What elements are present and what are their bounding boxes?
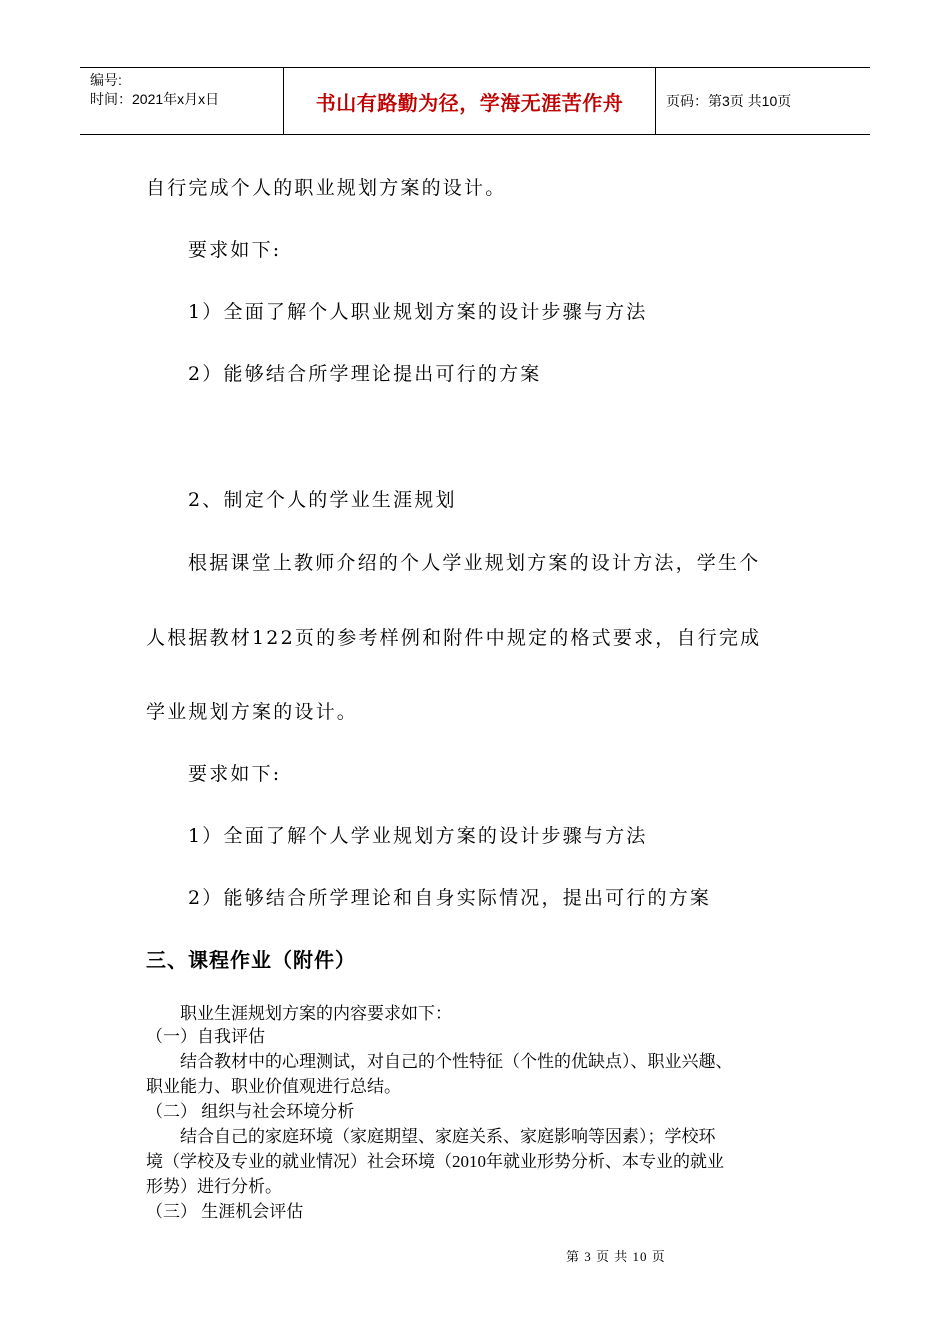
environment-analysis-text-3: 形势）进行分析。 xyxy=(146,1177,282,1196)
requirements-label-2: 要求如下: xyxy=(188,763,282,785)
page-footer: 第 3 页 共 10 页 xyxy=(566,1249,666,1264)
requirement-item-1: 1）全面了解个人职业规划方案的设计步骤与方法 xyxy=(188,301,648,323)
document-date-label: 时间：2021年x月x日 xyxy=(90,91,220,107)
subsection-self-assessment: （一）自我评估 xyxy=(146,1027,265,1046)
header-motto: 书山有路勤为径，学海无涯苦作舟 xyxy=(283,68,656,134)
document-number-label: 编号: xyxy=(90,72,122,88)
paragraph-study-plan-line-3: 学业规划方案的设计。 xyxy=(146,701,359,723)
content-requirements-intro: 职业生涯规划方案的内容要求如下： xyxy=(180,1004,452,1023)
header-page-label: 页码：第3页 共10页 xyxy=(666,93,792,109)
environment-analysis-text-2: 境（学校及专业的就业情况）社会环境（2010年就业形势分析、本专业的就业 xyxy=(146,1152,724,1171)
requirement-item-3: 1）全面了解个人学业规划方案的设计步骤与方法 xyxy=(188,825,648,847)
requirements-label: 要求如下: xyxy=(188,239,282,261)
requirement-item-2: 2）能够结合所学理论提出可行的方案 xyxy=(188,363,542,385)
environment-analysis-text-1: 结合自己的家庭环境（家庭期望、家庭关系、家庭影响等因素）；学校环 xyxy=(180,1127,716,1146)
paragraph-study-plan-line-1: 根据课堂上教师介绍的个人学业规划方案的设计方法，学生个 xyxy=(188,552,761,574)
paragraph-career-plan-design: 自行完成个人的职业规划方案的设计。 xyxy=(146,177,507,199)
paragraph-study-plan-line-2: 人根据教材122页的参考样例和附件中规定的格式要求，自行完成 xyxy=(146,627,762,649)
subsection-career-opportunity: （三） 生涯机会评估 xyxy=(146,1202,304,1221)
section-heading-study-plan: 2、制定个人的学业生涯规划 xyxy=(188,489,457,511)
section-heading-coursework: 三、课程作业（附件） xyxy=(146,950,356,972)
header-meta xyxy=(80,68,283,134)
self-assessment-text-2: 职业能力、职业价值观进行总结。 xyxy=(146,1077,401,1096)
requirement-item-4: 2）能够结合所学理论和自身实际情况，提出可行的方案 xyxy=(188,887,712,909)
subsection-environment-analysis: （二） 组织与社会环境分析 xyxy=(146,1102,355,1121)
document-header xyxy=(80,67,870,135)
self-assessment-text-1: 结合教材中的心理测试，对自己的个性特征（个性的优缺点）、职业兴趣、 xyxy=(180,1052,733,1071)
